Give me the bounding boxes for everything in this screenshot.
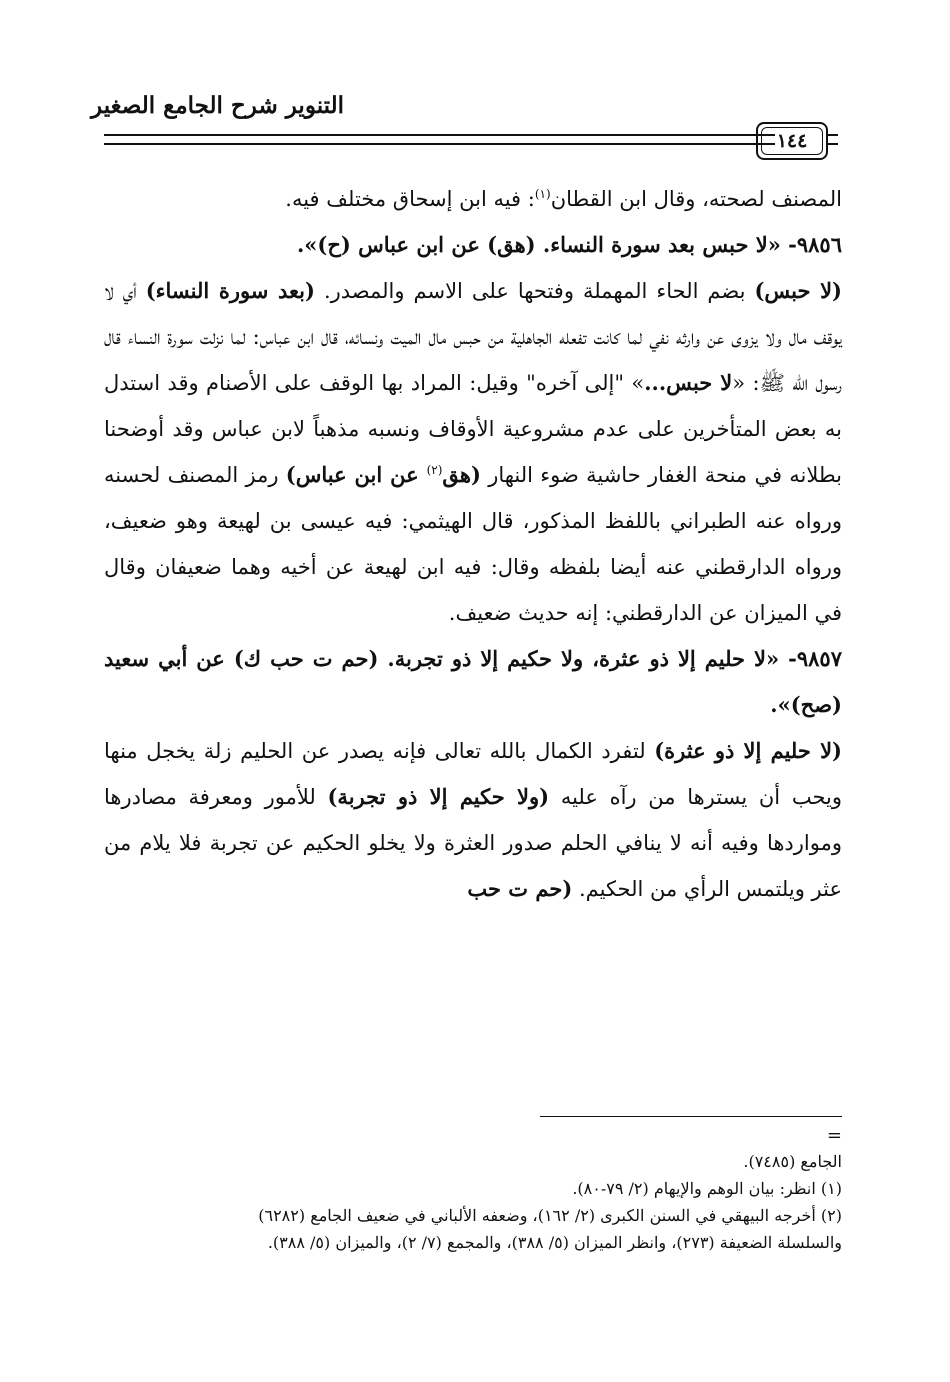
commentary-text: رمز المصنف لحسنه ورواه عنه الطبراني باللفظ المذكور، قال الهيثمي: فيه عيسى بن لهيعة وهو ضعيف، ورواه الدارقطني عنه أيضا بلفظه وقال: فيه ابن لهيعة عن أخيه وهما ضعيفان وقال في الميزان عن الدارقطني: إنه حديث ضعيف. xyxy=(104,463,842,625)
commentary-bold: (لا حليم إلا ذو عثرة) xyxy=(654,738,842,763)
footnote-2-line-1: (٢) أخرجه البيهقي في السنن الكبرى (٢/ ١٦٢)، وضعفه الألباني في ضعيف الجامع (٦٢٨٢) xyxy=(258,1206,842,1225)
commentary-bold: (حم ت حب xyxy=(467,876,573,901)
header-rule-bottom xyxy=(104,143,775,145)
footnote-ref-2: (٢) xyxy=(426,463,443,477)
commentary-bold: عن ابن عباس) xyxy=(285,462,427,487)
footnote-separator xyxy=(540,1116,842,1117)
footnote-ref-1: (١) xyxy=(534,187,551,201)
commentary-bold: (بعد سورة النساء) xyxy=(145,278,315,303)
commentary-text: بضم الحاء المهملة وفتحها على الاسم والمصدر. xyxy=(314,279,755,303)
footnote-0: الجامع (٧٤٨٥). xyxy=(743,1152,842,1171)
main-text xyxy=(104,176,842,912)
commentary-text: أي لا يوقف مال ولا يزوى عن وارثه نفي لما كانت تفعله الجاهلية من حبس مال الميت ونسائه، قال ابن عباس: لما نزلت سورة النساء قال رسول الله ﷺ: « xyxy=(104,279,842,395)
commentary-bold: لا حبس... xyxy=(644,370,733,395)
commentary-bold: (لا حبس) xyxy=(754,278,842,303)
header-rule-top xyxy=(104,134,775,136)
hadith-9856: ٩٨٥٦- «لا حبس بعد سورة النساء. (هق) عن ابن عباس (ح)». xyxy=(296,232,842,257)
commentary-text: » "إلى آخره" وقيل: المراد بها الوقف على الأصنام وقد استدل به بعض المتأخرين على عدم مشروعية الأوقاف ونسبه مذهباً لابن عباس وقد أوضحنا بطلانه في منحة الغفار حاشية ضوء النهار xyxy=(104,371,842,487)
hadith-9857: ٩٨٥٧- «لا حليم إلا ذو عثرة، ولا حكيم إلا ذو تجربة. (حم ت حب ك) عن أبي سعيد (صح)». xyxy=(104,646,842,717)
commentary-9857 xyxy=(104,728,842,912)
commentary-9856 xyxy=(104,268,842,636)
commentary-bold: (هق xyxy=(442,462,481,487)
footnotes xyxy=(104,1124,842,1256)
page-number: ١٤٤ xyxy=(776,130,808,152)
page-number-frame xyxy=(756,122,828,160)
footnote-continuation-mark: = xyxy=(826,1125,842,1146)
intro-text: المصنف لصحته، وقال ابن القطان xyxy=(550,187,842,211)
footnote-1: (١) انظر: بيان الوهم والإيهام (٢/ ٧٩-٨٠). xyxy=(572,1179,842,1198)
commentary-text: للأمور ومعرفة مصادرها ومواردها وفيه أنه لا ينافي الحلم صدور العثرة ولا يخلو الحكيم عن تجربة فلا يلام من عثر ويلتمس الرأي من الحكيم. xyxy=(104,785,842,901)
footnote-2-line-2: والسلسلة الضعيفة (٢٧٣)، وانظر الميزان (٥/ ٣٨٨)، والمجمع (٧/ ٢)، والميزان (٥/ ٣٨٨). xyxy=(267,1233,842,1252)
intro-text-rest: : فيه ابن إسحاق مختلف فيه. xyxy=(285,187,535,211)
running-header-title: التنوير شرح الجامع الصغير xyxy=(91,92,344,119)
commentary-bold: (ولا حكيم إلا ذو تجربة) xyxy=(327,784,550,809)
commentary-text: لتفرد الكمال بالله تعالى فإنه يصدر عن الحليم زلة يخجل منها ويحب أن يسترها من رآه عليه xyxy=(104,739,842,809)
intro-line xyxy=(104,176,842,222)
